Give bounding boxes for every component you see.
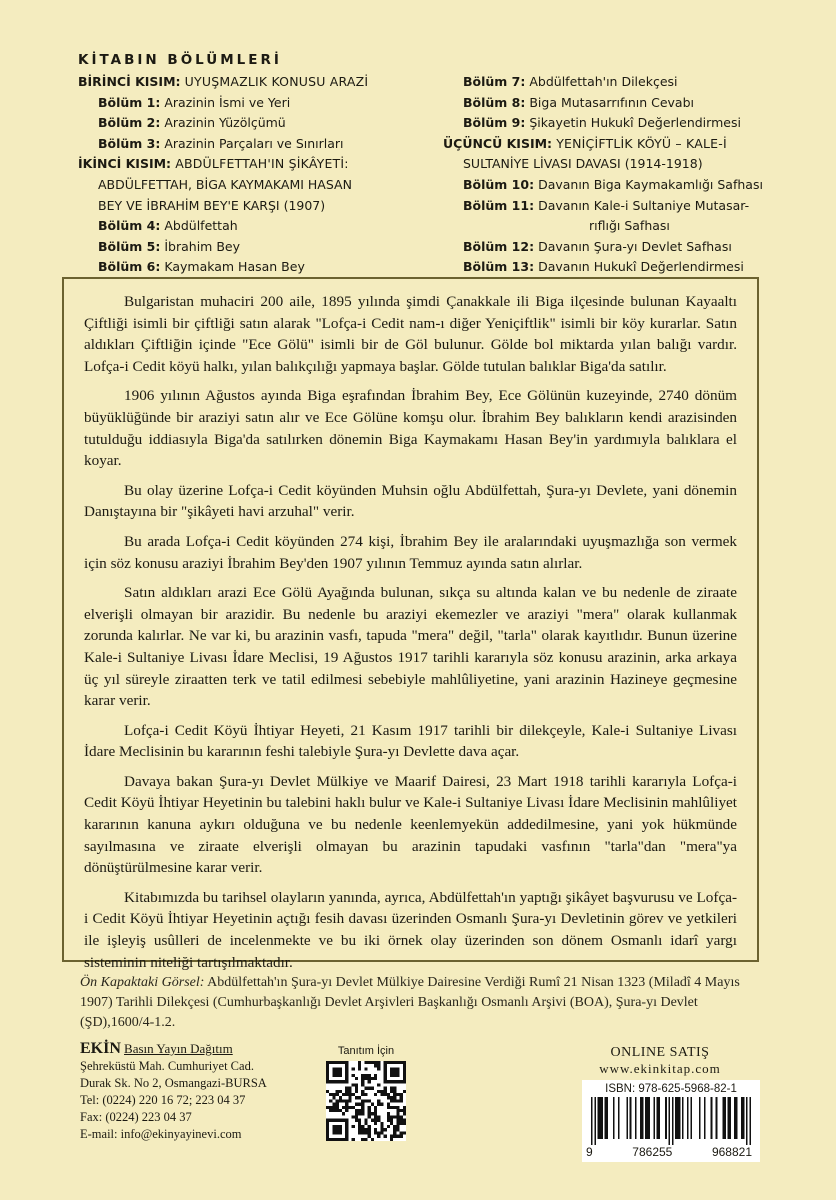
barcode-bar: [642, 1097, 644, 1139]
toc-chapter: [443, 93, 768, 114]
table-of-contents: [78, 48, 768, 273]
toc-chapter-label: Bölüm 4:: [98, 218, 161, 234]
summary-paragraph: Satın aldıkları arazi Ece Gölü Ayağında bulunan, sıkça su altında kalan ve bu nedenle de ziraate elverişli olmayan bir arazidir. Bu nedenle bu araziyi ekemezler ve araziyi "mera" olarak kullanmak zorunda kalırlar. Ne var ki, bu arazinin vasfı, tapuda "mera" değil, "tarla" olarak kayıtlıdır. Bunun üzerine Kale-i Sultaniye Livası İdare Meclisi, 19 Ağustos 1917 tarihli kararıyla söz konusu arazinin, arka arkaya üç yıl süreyle ziraatten terk ve tatil edilmesi sebebiyle mahlûliyetine, yani arazinin Hazineye geçmesine karar verir.: [84, 584, 737, 710]
toc-line-continuation: BEY VE İBRAHİM BEY'E KARŞI (1907): [98, 197, 326, 213]
toc-chapter-title: Abdülfettah: [164, 218, 238, 234]
toc-chapter-title: Davanın Biga Kaymakamlığı Safhası: [538, 176, 763, 192]
toc-chapter-label: Bölüm 13:: [463, 259, 535, 275]
toc-chapter-label: Bölüm 6:: [98, 259, 161, 275]
barcode-bar: [722, 1097, 724, 1139]
barcode-bar: [653, 1097, 655, 1139]
barcode-bar: [645, 1097, 647, 1139]
barcode-bar: [601, 1097, 603, 1139]
toc-title: KİTABIN BÖLÜMLERİ: [78, 52, 282, 68]
qr-code[interactable]: [326, 1061, 406, 1141]
toc-chapter: [443, 196, 768, 217]
toc-chapter: [443, 237, 768, 258]
barcode-bar: [598, 1097, 600, 1139]
toc-chapter-label: Bölüm 11:: [463, 197, 535, 213]
toc-chapter: [78, 113, 443, 134]
toc-part-heading: [78, 154, 443, 175]
toc-chapter-label: Bölüm 8:: [463, 94, 526, 110]
barcode-bar: [741, 1097, 743, 1139]
toc-chapter-label: Bölüm 1:: [98, 94, 161, 110]
cover-image-caption: [80, 973, 760, 1033]
toc-left-column: [78, 72, 443, 278]
toc-chapter: [78, 93, 443, 114]
toc-columns: [78, 72, 768, 278]
barcode-bar: [599, 1097, 601, 1139]
publisher-subtitle: Basın Yayın Dağıtım: [124, 1041, 233, 1056]
toc-chapter-label: Bölüm 12:: [463, 238, 535, 254]
barcode-bar: [704, 1097, 706, 1139]
barcode-bar: [630, 1097, 632, 1139]
barcode-digit-first: 9: [586, 1145, 593, 1159]
toc-chapter-label: Bölüm 5:: [98, 238, 161, 254]
toc-chapter-title: Abdülfettah'ın Dilekçesi: [529, 74, 678, 89]
toc-part-label: ÜÇÜNCÜ KISIM:: [443, 135, 553, 151]
barcode-bar: [690, 1097, 692, 1139]
toc-chapter-title: Arazinin Parçaları ve Sınırları: [164, 135, 344, 151]
barcode-bar: [613, 1097, 615, 1139]
toc-line-continuation: SULTANİYE LİVASI DAVASI (1914-1918): [463, 156, 703, 172]
barcode-digits-right: 968821: [711, 1145, 752, 1159]
toc-chapter-label: Bölüm 2:: [98, 115, 161, 131]
barcode-bar: [677, 1097, 679, 1139]
barcode-bar: [668, 1097, 670, 1145]
toc-part-heading: [443, 134, 768, 155]
publisher-address-1: Şehreküstü Mah. Cumhuriyet Cad.: [80, 1059, 254, 1073]
toc-chapter: [443, 257, 768, 278]
online-sales-url[interactable]: www.ekinkitap.com: [599, 1061, 721, 1076]
barcode-box: [582, 1080, 760, 1162]
isbn-text: ISBN: 978-625-5968-82-1: [605, 1083, 737, 1095]
barcode-bar: [665, 1097, 667, 1139]
toc-chapter-label: Bölüm 3:: [98, 135, 161, 151]
online-sales-title: ONLINE SATIŞ: [610, 1045, 710, 1060]
barcode-bar: [724, 1097, 726, 1139]
toc-chapter-label: Bölüm 10:: [463, 176, 535, 192]
toc-chapter: [78, 257, 443, 278]
toc-chapter-title: Biga Mutasarrıfının Cevabı: [529, 94, 694, 110]
caption-label: Ön Kapaktaki Görsel:: [80, 975, 205, 990]
barcode-bar: [682, 1097, 684, 1139]
toc-chapter: [78, 237, 443, 258]
toc-chapter-title: Davanın Şura-yı Devlet Safhası: [538, 238, 732, 254]
toc-chapter-label: Bölüm 9:: [463, 115, 526, 131]
barcode-bar: [736, 1097, 738, 1139]
barcode-bar: [606, 1097, 608, 1139]
online-sales: [560, 1045, 760, 1077]
toc-chapter-title: Davanın Kale-i Sultaniye Mutasar-: [538, 197, 750, 213]
toc-chapter: [78, 216, 443, 237]
toc-right-column: [443, 72, 768, 278]
summary-paragraph: 1906 yılının Ağustos ayında Biga eşrafından İbrahim Bey, Ece Gölünün kuzeyinde, 2740 dönüm büyüklüğünde bir araziyi satın alır ve Ece Gölüne komşu olur. İbrahim Bey balıkların kendi arazisinden tutulduğu iddiasıyla Biga'da satılırken dönemin Biga Kaymakamı Hasan Bey'in yardımıyla balıklara el koyar.: [84, 387, 737, 470]
barcode-bar: [594, 1097, 596, 1145]
barcode-bars: [591, 1097, 751, 1145]
toc-line-continuation: ABDÜLFETTAH, BİGA KAYMAKAMI HASAN: [98, 176, 352, 192]
barcode-bar: [658, 1097, 660, 1139]
barcode-bar: [749, 1097, 751, 1145]
toc-chapter-title: Arazinin İsmi ve Yeri: [164, 94, 291, 110]
toc-part-label: İKİNCİ KISIM:: [78, 156, 172, 172]
toc-part-heading: [78, 72, 443, 93]
publisher-email: E-mail: info@ekinyayinevi.com: [80, 1127, 242, 1141]
barcode-bar: [734, 1097, 736, 1139]
qr-area: [318, 1045, 414, 1155]
barcode-bar: [675, 1097, 677, 1139]
toc-chapter-title: Arazinin Yüzölçümü: [164, 115, 286, 131]
toc-part-title: YENİÇİFTLİK KÖYÜ – KALE-İ: [556, 135, 727, 151]
barcode-digits: [582, 1145, 760, 1159]
toc-chapter-title: Şikayetin Hukukî Değerlendirmesi: [529, 115, 741, 131]
caption-text: Abdülfettah'ın Şura-yı Devlet Mülkiye Dairesine Verdiği Rumî 21 Nisan 1323 (Miladî 4 Mayıs 1907) Tarihli Dilekçesi (Cumhurbaşkanlığı Devlet Arşivleri Başkanlığı Osmanlı Arşivi (BOA), Şura-yı Devlet (ŞD),1600/4-1.2.: [80, 975, 740, 1030]
barcode-bar: [591, 1097, 593, 1145]
summary-paragraph: Bu olay üzerine Lofça-i Cedit köyünden Muhsin oğlu Abdülfettah, Şura-yı Devlete, yani dönemin Danıştayına bir "şikâyeti havi arzuhal" verir.: [84, 481, 737, 521]
toc-part-label: BİRİNCİ KISIM:: [78, 74, 181, 89]
barcode-bar: [716, 1097, 718, 1139]
barcode-bar: [657, 1097, 659, 1139]
qr-label: Tanıtım İçin: [337, 1045, 395, 1057]
toc-chapter-title: Kaymakam Hasan Bey: [164, 259, 305, 275]
barcode-bar: [699, 1097, 701, 1139]
toc-chapter: [443, 113, 768, 134]
barcode-bar: [640, 1097, 642, 1139]
barcode-bar: [672, 1097, 674, 1145]
toc-line-continuation: rıflığı Safhası: [589, 218, 670, 234]
publisher-tel: Tel: (0224) 220 16 72; 223 04 37: [80, 1093, 246, 1107]
summary-paragraph: Lofça-i Cedit Köyü İhtiyar Heyeti, 21 Kasım 1917 tarihli bir dilekçeyle, Kale-i Sultaniye Livası İdare Meclisinin bu kararının feshi talebiyle Şura-yı Devlette dava açar.: [84, 721, 737, 761]
toc-part-title: UYUŞMAZLIK KONUSU ARAZİ: [184, 74, 369, 89]
barcode-bar: [727, 1097, 729, 1139]
barcode-bar: [679, 1097, 681, 1139]
summary-box: [62, 277, 759, 971]
summary-paragraph: Davaya bakan Şura-yı Devlet Mülkiye ve Maarif Dairesi, 23 Mart 1918 tarihli kararıyla Lofça-i Cedit Köyü İhtiyar Heyetinin bu talebini haklı bulur ve Kale-i Sultaniye Livası İdare Meclisinin mahlûliyet kararının kanuna aykırı olduğuna ve bu nedenle keenlemyekün addedilmesine, yani yok hükmünde sayılmasına ve ziraate elverişli olmayan bu arazinin tapudaki vasfının "tarla"dan "mera"ya dönüştürülmesine karar verir.: [84, 772, 737, 877]
barcode-bar: [743, 1097, 745, 1139]
barcode-bar: [648, 1097, 650, 1139]
toc-chapter: [78, 134, 443, 155]
publisher-info: [80, 1040, 340, 1143]
toc-part-title: ABDÜLFETTAH'IN ŞİKÂYETİ:: [175, 156, 349, 172]
summary-paragraph: Bu arada Lofça-i Cedit köyünden 274 kişi, İbrahim Bey ile aralarındaki uyuşmazlığa son vermek için söz konusu araziyi İbrahim Bey'den 1907 yılının Temmuz ayında satın alırlar.: [84, 532, 737, 572]
toc-chapter: [443, 175, 768, 196]
toc-chapter-label: Bölüm 7:: [463, 74, 526, 89]
barcode-bar: [729, 1097, 731, 1139]
barcode-digits-left: 786255: [632, 1145, 673, 1159]
barcode-bar: [604, 1097, 606, 1139]
toc-chapter-title: İbrahim Bey: [164, 238, 240, 254]
barcode-bar: [635, 1097, 637, 1139]
barcode-bar: [647, 1097, 649, 1139]
toc-chapter: [443, 72, 768, 93]
publisher-name: EKİN: [80, 1040, 121, 1057]
barcode-bar: [746, 1097, 748, 1145]
barcode-bar: [618, 1097, 620, 1139]
publisher-address-2: Durak Sk. No 2, Osmangazi-BURSA: [80, 1076, 267, 1090]
summary-paragraph: Bulgaristan muhaciri 200 aile, 1895 yılında şimdi Çanakkale ili Biga ilçesinde bulunan Kayaaltı Çiftliği isimli bir çiftliği satın alarak "Lofça-i Cedit nam-ı diğer Yeniçiftlik" isimli bir köy kurarlar. Satın aldıkları Çiftliğin içinde "Ece Gölü" isimli bir de Göl bulunur. Gölde bol miktarda yılan balığı vardır. Lofça-i Cedit köyü halkı, yılan balıkçılığı yapmaya başlar. Gölde tutulan balıklar Biga'da satılır.: [84, 293, 737, 375]
publisher-fax: Fax: (0224) 223 04 37: [80, 1110, 192, 1124]
summary-paragraph: Kitabımızda bu tarihsel olayların yanında, ayrıca, Abdülfettah'ın yaptığı şikâyet başvurusu ve Lofça-i Cedit Köyü İhtiyar Heyetinin açtığı fesih davası üzerinden Osmanlı Şura-yı Devletinin görev ve yetkileri ile işleyiş usûlleri de incelenmekte ve bu iki örnek olay üzerinden son dönem Osmanlı idarî yargı sisteminin niteliği tartışılmaktadır.: [84, 888, 737, 971]
toc-chapter-title: Davanın Hukukî Değerlendirmesi: [538, 259, 744, 275]
barcode-bar: [626, 1097, 628, 1139]
barcode-bar: [711, 1097, 713, 1139]
barcode-bar: [687, 1097, 689, 1139]
